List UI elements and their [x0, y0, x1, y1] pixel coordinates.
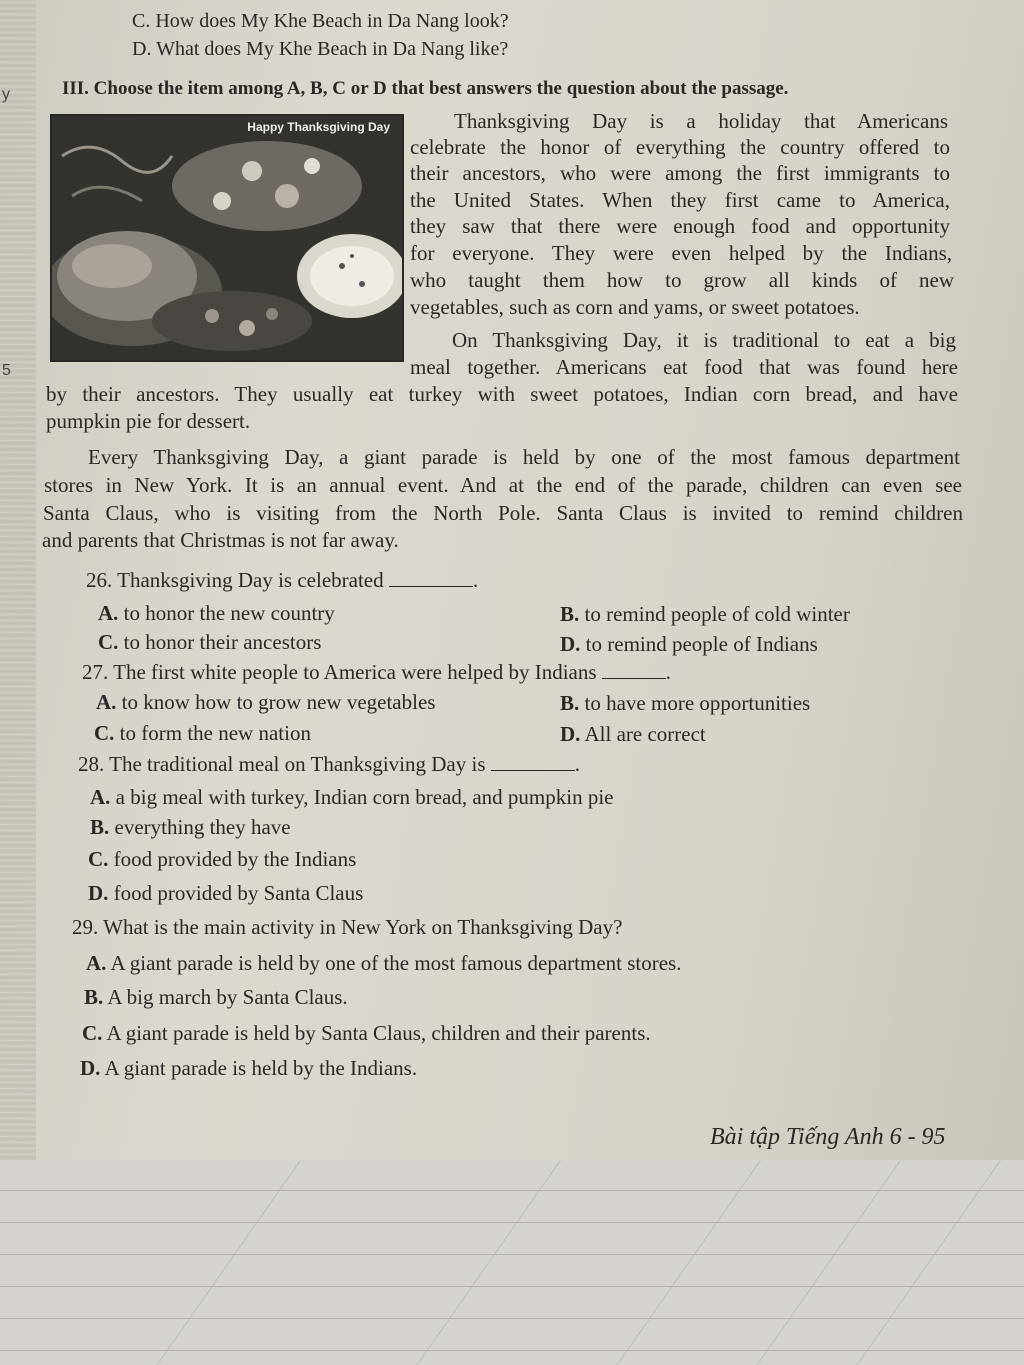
option-text: everything they have — [114, 815, 291, 839]
passage-line: stores in New York. It is an annual event. And at the end of the parade, children can even see — [44, 473, 962, 497]
question-stem: What is the main activity in New York on Thanksgiving Day? — [103, 915, 623, 939]
question-29 — [72, 914, 622, 940]
thanksgiving-feast-illustration — [52, 116, 402, 360]
option-text: to honor their ancestors — [123, 630, 322, 654]
question-number: 29. — [72, 915, 99, 939]
notebook-background — [0, 1160, 1024, 1365]
answer-blank — [602, 660, 666, 679]
section-heading: III. Choose the item among A, B, C or D that best answers the question about the passage. — [62, 78, 789, 99]
passage-line: they saw that there were enough food and opportunity — [410, 214, 950, 238]
photo-banner: Happy Thanksgiving Day — [247, 120, 390, 134]
option-letter: B. — [560, 602, 580, 626]
option-letter: D. — [88, 881, 109, 905]
option-27-d[interactable] — [560, 721, 706, 747]
passage-line: the United States. When they first came to America, — [410, 188, 950, 212]
passage-line: On Thanksgiving Day, it is traditional to eat a big — [452, 328, 956, 352]
answer-blank — [491, 752, 575, 771]
option-26-c[interactable] — [98, 629, 321, 655]
question-number: 27. — [82, 660, 109, 684]
question-stem: The first white people to America were helped by Indians — [113, 660, 597, 684]
question-26 — [86, 567, 478, 593]
question-tail: . — [574, 752, 580, 776]
option-26-d[interactable] — [560, 631, 818, 657]
page-edge — [0, 0, 36, 1160]
option-29-c[interactable] — [82, 1020, 651, 1046]
option-text: a big meal with turkey, Indian corn bread, and pumpkin pie — [115, 785, 614, 809]
passage-line: Every Thanksgiving Day, a giant parade is held by one of the most famous department — [88, 445, 960, 469]
question-28 — [78, 751, 580, 777]
question-stem: The traditional meal on Thanksgiving Day is — [109, 752, 486, 776]
option-letter: A. — [86, 951, 107, 975]
passage-line: for everyone. They were even helped by the Indians, — [410, 241, 952, 265]
option-letter: B. — [84, 985, 104, 1009]
option-29-a[interactable] — [86, 950, 681, 976]
option-letter: B. — [90, 815, 110, 839]
question-tail: . — [665, 660, 672, 684]
passage-line: Thanksgiving Day is a holiday that Americans — [454, 109, 948, 133]
option-26-a[interactable] — [98, 600, 335, 626]
option-28-a[interactable] — [90, 784, 614, 810]
option-text: to form the new nation — [119, 721, 311, 745]
option-letter: D. — [80, 1056, 101, 1080]
option-text: to have more opportunities — [584, 691, 811, 715]
option-text: food provided by Santa Claus — [113, 881, 364, 905]
option-29-b[interactable] — [84, 984, 348, 1010]
option-text: to honor the new country — [123, 601, 335, 625]
question-tail: . — [472, 568, 479, 592]
passage-line: by their ancestors. They usually eat turkey with sweet potatoes, Indian corn bread, and have — [46, 382, 958, 406]
previous-option-c: C. How does My Khe Beach in Da Nang look? — [132, 10, 509, 32]
passage-line: vegetables, such as corn and yams, or sweet potatoes. — [410, 295, 860, 319]
option-letter: C. — [98, 630, 119, 654]
option-28-c[interactable] — [88, 846, 356, 872]
option-29-d[interactable] — [80, 1055, 417, 1081]
option-letter: C. — [82, 1021, 103, 1045]
question-stem: Thanksgiving Day is celebrated — [117, 568, 384, 592]
answer-blank — [389, 568, 473, 587]
passage-line: Santa Claus, who is visiting from the North Pole. Santa Claus is invited to remind children — [43, 501, 963, 525]
option-text: A big march by Santa Claus. — [107, 985, 348, 1009]
previous-option-d: D. What does My Khe Beach in Da Nang like? — [132, 38, 509, 60]
passage-line: their ancestors, who were among the first immigrants to — [410, 161, 950, 185]
page-footer: Bài tập Tiếng Anh 6 - 95 — [710, 1124, 946, 1150]
option-27-a[interactable] — [96, 689, 435, 715]
question-27 — [82, 659, 671, 685]
passage-line: who taught them how to grow all kinds of new — [410, 268, 954, 292]
option-27-b[interactable] — [560, 690, 810, 716]
option-letter: C. — [88, 847, 109, 871]
option-letter: A. — [96, 690, 117, 714]
option-text: A giant parade is held by the Indians. — [104, 1056, 418, 1080]
option-letter: C. — [94, 721, 115, 745]
option-text: A giant parade is held by one of the most famous department stores. — [110, 951, 682, 975]
option-letter: A. — [98, 601, 119, 625]
question-number: 26. — [86, 568, 113, 592]
passage-line: celebrate the honor of everything the country offered to — [410, 135, 950, 159]
option-text: to remind people of Indians — [585, 632, 818, 656]
option-text: All are correct — [584, 722, 706, 746]
margin-mark: 5 — [2, 362, 11, 379]
option-26-b[interactable] — [560, 601, 850, 627]
option-letter: B. — [560, 691, 580, 715]
passage-line: pumpkin pie for dessert. — [46, 409, 251, 433]
thanksgiving-photo — [50, 114, 404, 362]
option-text: A giant parade is held by Santa Claus, children and their parents. — [106, 1021, 651, 1045]
question-number: 28. — [78, 752, 105, 776]
option-text: to remind people of cold winter — [584, 602, 850, 626]
passage-line: meal together. Americans eat food that was found here — [410, 355, 958, 379]
margin-mark: y — [2, 86, 10, 103]
option-28-d[interactable] — [88, 880, 363, 906]
option-text: to know how to grow new vegetables — [121, 690, 436, 714]
option-letter: D. — [560, 722, 581, 746]
option-letter: A. — [90, 785, 111, 809]
option-28-b[interactable] — [90, 814, 291, 840]
option-letter: D. — [560, 632, 581, 656]
option-27-c[interactable] — [94, 720, 311, 746]
option-text: food provided by the Indians — [113, 847, 357, 871]
passage-line: and parents that Christmas is not far away. — [42, 528, 399, 552]
